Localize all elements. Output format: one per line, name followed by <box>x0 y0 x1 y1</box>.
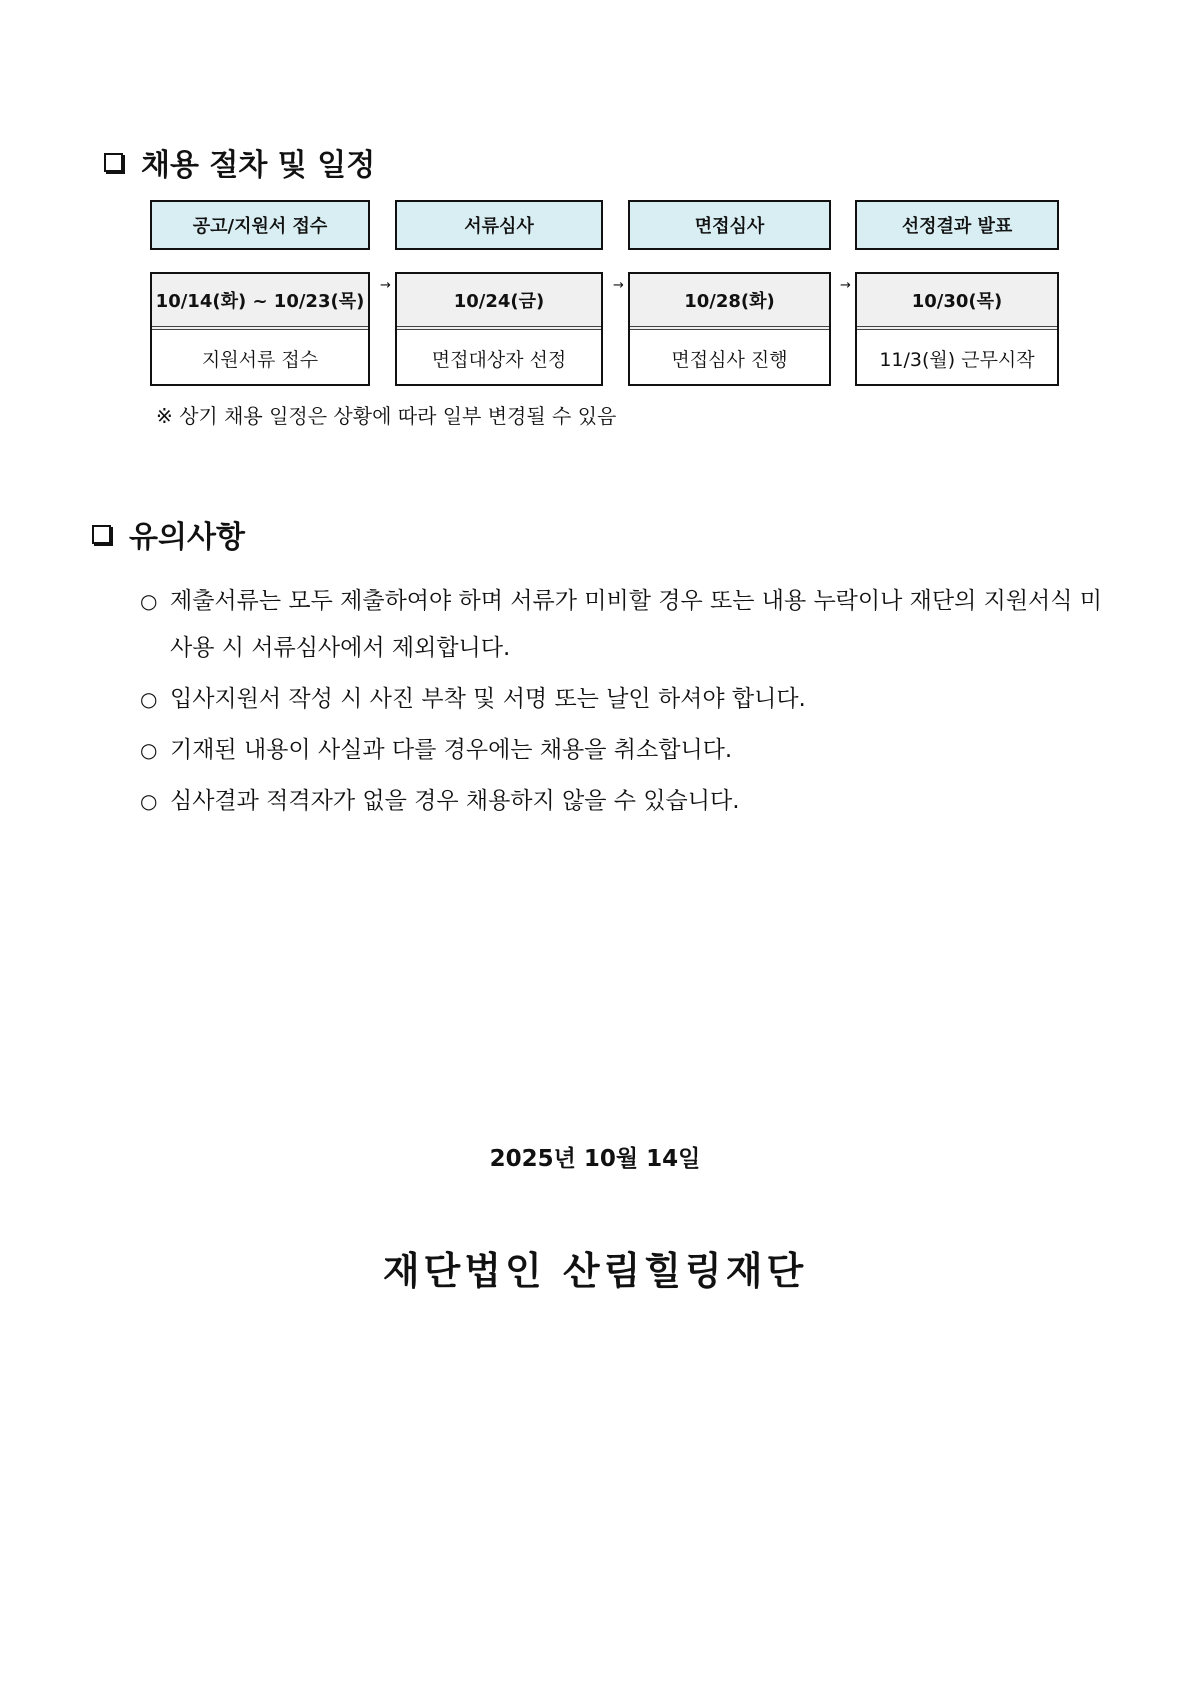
checkbox-square-icon <box>104 153 123 172</box>
notice-text: 제출서류는 모두 제출하여야 하며 서류가 미비할 경우 또는 내용 누락이나 재단의 지원서식 미사용 시 서류심사에서 제외합니다. <box>170 588 1103 661</box>
arrow-icon: → <box>613 278 624 293</box>
circle-bullet-icon: ○ <box>140 687 158 711</box>
arrow-icon: → <box>840 278 851 293</box>
step-header-interview <box>628 200 831 250</box>
arrow-icon: → <box>380 278 391 293</box>
list-item <box>140 578 1120 672</box>
circle-bullet-icon: ○ <box>140 789 158 813</box>
step-date: 10/24(금) <box>397 274 601 330</box>
notice-heading-text: 유의사항 <box>129 520 245 555</box>
step-card-interview <box>628 272 831 386</box>
notice-section-heading <box>92 512 245 556</box>
schedule-note: ※ 상기 채용 일정은 상황에 따라 일부 변경될 수 있음 <box>156 404 617 428</box>
notice-text: 입사지원서 작성 시 사진 부착 및 서명 또는 날인 하셔야 합니다. <box>170 686 806 712</box>
notice-text: 기재된 내용이 사실과 다를 경우에는 채용을 취소합니다. <box>170 737 733 763</box>
notice-text: 심사결과 적격자가 없을 경우 채용하지 않을 수 있습니다. <box>170 788 740 814</box>
step-title: 선정결과 발표 <box>901 216 1013 237</box>
step-title: 면접심사 <box>694 216 765 237</box>
notice-list <box>140 578 1120 825</box>
step-title: 공고/지원서 접수 <box>192 216 328 237</box>
checkbox-square-icon <box>92 525 111 544</box>
list-item <box>140 676 1120 723</box>
step-header-document-review <box>395 200 603 250</box>
list-item <box>140 778 1120 825</box>
circle-bullet-icon: ○ <box>140 738 158 762</box>
step-description: 지원서류 접수 <box>201 348 319 371</box>
step-title: 서류심사 <box>464 216 534 237</box>
list-item <box>140 727 1120 774</box>
organization-name: 재단법인 산림힐링재단 <box>382 1249 808 1293</box>
step-description: 면접심사 진행 <box>671 348 788 371</box>
step-date: 10/28(화) <box>630 274 829 330</box>
step-date: 10/14(화) ~ 10/23(목) <box>152 274 368 330</box>
schedule-heading-text: 채용 절차 및 일정 <box>141 148 376 183</box>
step-header-application <box>150 200 370 250</box>
step-description: 면접대상자 선정 <box>431 348 567 371</box>
step-card-result <box>855 272 1059 386</box>
step-header-result <box>855 200 1059 250</box>
step-card-document-review <box>395 272 603 386</box>
circle-bullet-icon: ○ <box>140 589 158 613</box>
step-description: 11/3(월) 근무시작 <box>879 348 1035 371</box>
step-date: 10/30(목) <box>857 274 1057 330</box>
schedule-section-heading <box>104 140 375 184</box>
step-card-application <box>150 272 370 386</box>
announcement-date: 2025년 10월 14일 <box>489 1146 701 1172</box>
